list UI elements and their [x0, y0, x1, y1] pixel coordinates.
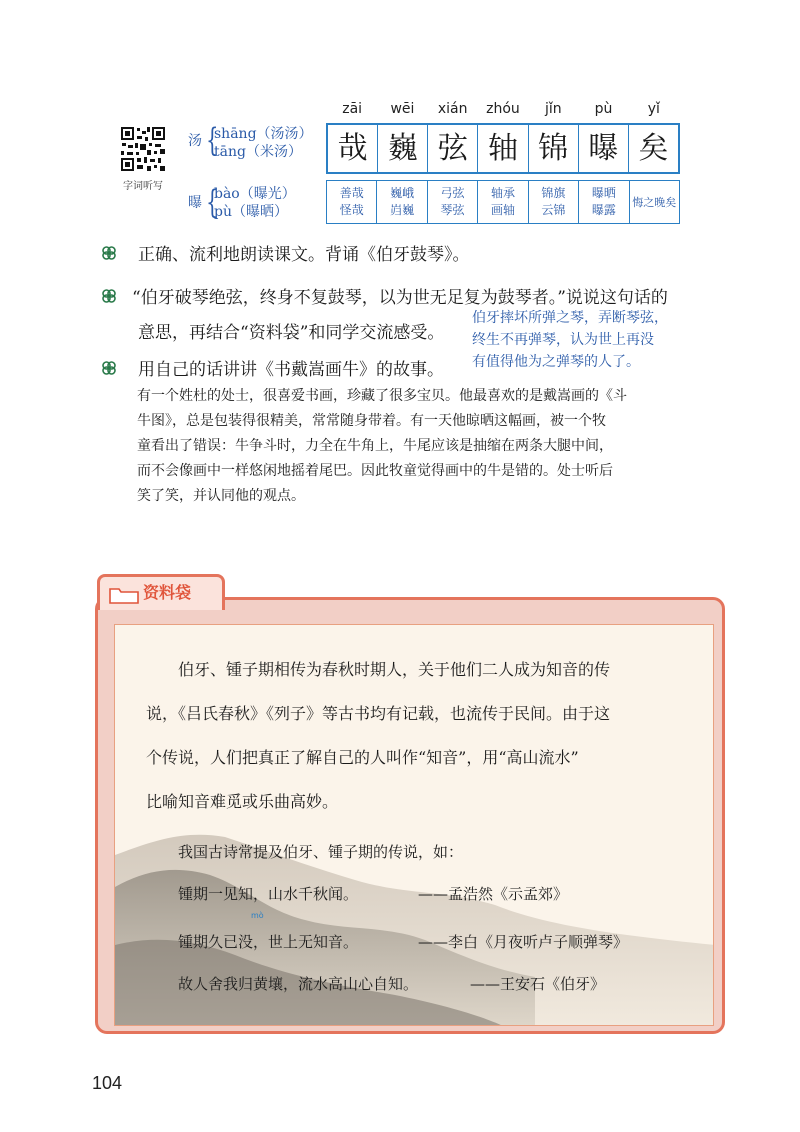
answer-line: 伯牙摔坏所弹之琴，弄断琴弦，	[472, 310, 668, 326]
resource-paragraph-2: 我国古诗常提及伯牙、锺子期的传说，如：	[178, 843, 464, 861]
word: 画轴	[490, 203, 515, 217]
pinyin: yǐ	[647, 101, 660, 117]
resource-title: 资料袋	[143, 583, 192, 602]
brace-icon: {	[206, 183, 219, 221]
resource-paragraph-line: 伯牙、锺子期相传为春秋时期人，关于他们二人成为知音的传	[178, 660, 611, 679]
answer-line: 终生不再弹琴，认为世上再没	[472, 332, 654, 348]
folder-icon	[108, 585, 140, 605]
word-cell	[377, 181, 427, 223]
story-line: 有一个姓杜的处士，很喜爱书画，珍藏了很多宝贝。他最喜欢的是戴嵩画的《斗	[137, 388, 627, 404]
pinyin-annotation: mò	[251, 911, 264, 920]
new-character: 轴	[478, 125, 528, 172]
new-character: 巍	[378, 125, 428, 172]
new-character: 矣	[638, 131, 669, 166]
word: 弓弦	[440, 186, 465, 200]
page-number: 104	[92, 1073, 123, 1093]
new-character: 曝	[579, 125, 629, 172]
task-3: 用自己的话讲讲《书戴嵩画牛》的故事。	[138, 360, 444, 380]
poem-source: ——孟浩然《示孟郊》	[418, 885, 569, 903]
word-cell	[327, 181, 377, 223]
qr-code-icon[interactable]	[120, 126, 166, 172]
word: 曝晒	[591, 186, 616, 200]
word-cell	[630, 181, 679, 223]
pinyin-row	[327, 101, 679, 121]
qr-label: 字词听写	[123, 181, 163, 192]
task-2-continued: 意思，再结合“资料袋”和同学交流感受。	[138, 323, 445, 343]
word-cell	[478, 181, 528, 223]
character-row	[326, 123, 680, 174]
polyphone-char: 汤	[188, 133, 202, 149]
polyphone-char: 曝	[188, 195, 202, 211]
story-line: 笑了笑，并认同他的观点。	[137, 488, 305, 504]
resource-paragraph-line: 说，《吕氏春秋》《列子》等古书均有记载，也流传于民间。由于这	[146, 704, 611, 723]
word: 锦旗	[541, 186, 566, 200]
word: 轴承	[490, 186, 515, 200]
pinyin: zāi	[342, 101, 363, 117]
poem-line: 锺期一见知，山水千秋闻。	[178, 885, 359, 903]
word: 琴弦	[440, 203, 465, 217]
task-1: 正确、流利地朗读课文。背诵《伯牙鼓琴》。	[138, 245, 470, 265]
word-cell	[428, 181, 478, 223]
pinyin: xián	[437, 101, 468, 117]
resource-paragraph-line: 比喻知音难觅或乐曲高妙。	[146, 792, 339, 811]
knot-bullet-icon	[101, 245, 117, 261]
knot-bullet-icon	[101, 360, 117, 376]
story-line: 牛图》，总是包装得很精美，常常随身带着。有一天他晾晒这幅画，被一个牧	[137, 413, 606, 429]
word-cell	[579, 181, 629, 223]
word: 善哉	[339, 186, 364, 200]
mountain-landscape-image	[115, 625, 714, 1026]
resource-paragraph-line: 个传说，人们把真正了解自己的人叫作“知音”，用“高山流水”	[146, 748, 579, 767]
handwritten-answer	[472, 307, 712, 373]
brace-icon: {	[206, 121, 219, 159]
knot-bullet-icon	[101, 288, 117, 304]
pinyin: zhóu	[486, 101, 520, 117]
word: 云锦	[541, 203, 566, 217]
word: 悔之晚矣	[632, 195, 677, 209]
polyphone-reading: bào（曝光）	[214, 186, 296, 202]
word-cell	[529, 181, 579, 223]
resource-content	[114, 624, 714, 1026]
pinyin: jǐn	[544, 101, 562, 117]
story-line: 而不会像画中一样悠闲地摇着尾巴。因此牧童觉得画中的牛是错的。处士听后	[137, 463, 613, 479]
new-character: 锦	[529, 125, 579, 172]
poem-source: ——李白《月夜听卢子顺弹琴》	[418, 933, 629, 951]
story-line: 童看出了错误：牛争斗时，力全在牛角上，牛尾应该是抽缩在两条大腿中间，	[137, 438, 613, 454]
pinyin: pù	[594, 101, 613, 117]
new-character: 弦	[428, 125, 478, 172]
story-answer	[137, 384, 737, 509]
poem-line: 锺期久已没，世上无知音。	[178, 933, 359, 951]
polyphone-reading: shāng（汤汤）	[214, 126, 313, 142]
word: 怪哉	[339, 203, 364, 217]
poem-line: 故人舍我归黄壤，流水高山心自知。	[178, 975, 419, 993]
poem-source: ——王安石《伯牙》	[470, 975, 606, 993]
pinyin: wēi	[390, 101, 415, 117]
word: 曝露	[591, 203, 616, 217]
task-2: “伯牙破琴绝弦，终身不复鼓琴，以为世无足复为鼓琴者。”说说这句话的	[132, 288, 668, 308]
polyphone-reading: tāng（米汤）	[214, 144, 302, 160]
words-row	[326, 180, 680, 224]
word: 岿巍	[390, 203, 415, 217]
word: 巍峨	[390, 186, 415, 200]
new-character: 哉	[328, 125, 378, 172]
polyphone-reading: pù（曝晒）	[214, 204, 288, 220]
answer-line: 有值得他为之弹琴的人了。	[472, 354, 640, 370]
